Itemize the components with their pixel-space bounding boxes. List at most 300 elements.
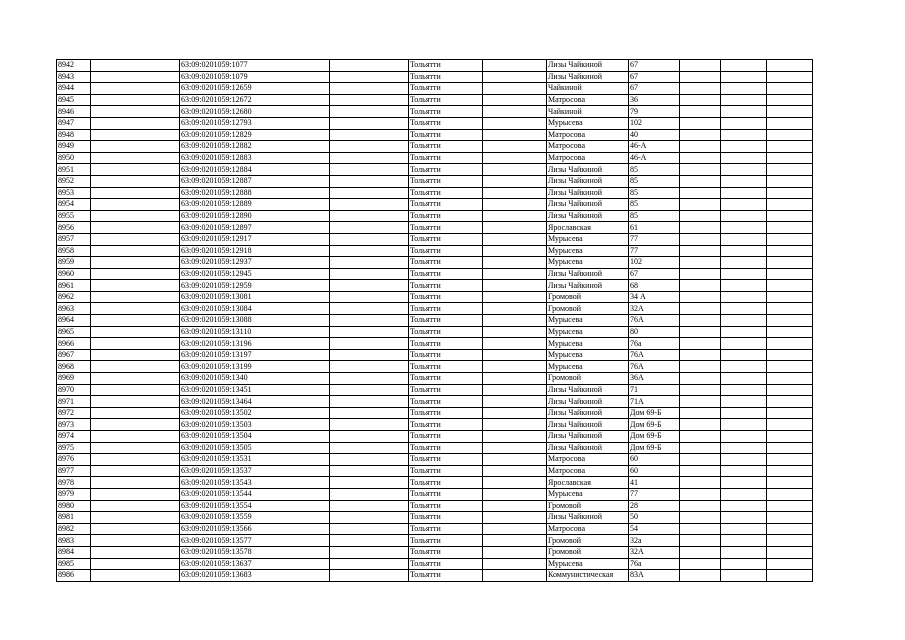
street-cell: Мурысева — [547, 245, 629, 257]
house-cell: 85 — [629, 175, 680, 187]
table-row — [57, 477, 813, 489]
empty-cell — [91, 199, 180, 211]
empty-cell — [483, 570, 547, 582]
empty-cell — [721, 315, 767, 327]
empty-cell — [721, 558, 767, 570]
table-row — [57, 280, 813, 292]
empty-cell — [767, 431, 813, 443]
street-cell: Лизы Чайкиной — [547, 431, 629, 443]
cadastral-number-cell: 63:09:0201059:13637 — [180, 558, 330, 570]
empty-cell — [330, 361, 409, 373]
table-row — [57, 431, 813, 443]
empty-cell — [483, 338, 547, 350]
table-row — [57, 546, 813, 558]
empty-cell — [483, 152, 547, 164]
empty-cell — [483, 523, 547, 535]
empty-cell — [767, 164, 813, 176]
empty-cell — [330, 268, 409, 280]
table-body — [57, 60, 813, 582]
empty-cell — [483, 291, 547, 303]
empty-cell — [721, 199, 767, 211]
empty-cell — [680, 349, 721, 361]
table-row — [57, 384, 813, 396]
city-cell: Тольятти — [409, 558, 483, 570]
empty-cell — [680, 419, 721, 431]
empty-cell — [330, 431, 409, 443]
empty-cell — [680, 465, 721, 477]
row-number-cell: 8949 — [57, 141, 91, 153]
empty-cell — [767, 83, 813, 95]
city-cell: Тольятти — [409, 512, 483, 524]
cadastral-number-cell: 63:09:0201059:13502 — [180, 407, 330, 419]
empty-cell — [330, 83, 409, 95]
house-cell: 36А — [629, 373, 680, 385]
city-cell: Тольятти — [409, 141, 483, 153]
city-cell: Тольятти — [409, 60, 483, 72]
house-cell: 60 — [629, 454, 680, 466]
empty-cell — [767, 442, 813, 454]
cadastral-number-cell: 63:09:0201059:12959 — [180, 280, 330, 292]
table-row — [57, 442, 813, 454]
empty-cell — [767, 523, 813, 535]
empty-cell — [680, 523, 721, 535]
house-cell: 34 А — [629, 291, 680, 303]
empty-cell — [680, 222, 721, 234]
empty-cell — [483, 558, 547, 570]
empty-cell — [483, 384, 547, 396]
empty-cell — [721, 373, 767, 385]
empty-cell — [483, 106, 547, 118]
street-cell: Мурысева — [547, 233, 629, 245]
empty-cell — [767, 546, 813, 558]
empty-cell — [91, 419, 180, 431]
city-cell: Тольятти — [409, 245, 483, 257]
empty-cell — [680, 546, 721, 558]
empty-cell — [721, 222, 767, 234]
empty-cell — [767, 465, 813, 477]
empty-cell — [483, 546, 547, 558]
empty-cell — [330, 326, 409, 338]
table-row — [57, 60, 813, 72]
cadastral-number-cell: 63:09:0201059:12889 — [180, 199, 330, 211]
cadastral-number-cell: 63:09:0201059:12897 — [180, 222, 330, 234]
empty-cell — [767, 199, 813, 211]
empty-cell — [91, 570, 180, 582]
city-cell: Тольятти — [409, 465, 483, 477]
street-cell: Ярославская — [547, 477, 629, 489]
house-cell: Дом 69-Б — [629, 431, 680, 443]
empty-cell — [483, 512, 547, 524]
empty-cell — [721, 60, 767, 72]
empty-cell — [680, 558, 721, 570]
house-cell: 71 — [629, 384, 680, 396]
empty-cell — [767, 361, 813, 373]
cadastral-number-cell: 63:09:0201059:12680 — [180, 106, 330, 118]
empty-cell — [483, 407, 547, 419]
house-cell: 71А — [629, 396, 680, 408]
row-number-cell: 8945 — [57, 94, 91, 106]
empty-cell — [330, 315, 409, 327]
row-number-cell: 8970 — [57, 384, 91, 396]
empty-cell — [91, 454, 180, 466]
cadastral-number-cell: 63:09:0201059:13464 — [180, 396, 330, 408]
empty-cell — [91, 257, 180, 269]
cadastral-number-cell: 63:09:0201059:12917 — [180, 233, 330, 245]
table-row — [57, 129, 813, 141]
city-cell: Тольятти — [409, 361, 483, 373]
empty-cell — [483, 280, 547, 292]
table-row — [57, 558, 813, 570]
house-cell: 80 — [629, 326, 680, 338]
row-number-cell: 8956 — [57, 222, 91, 234]
empty-cell — [767, 349, 813, 361]
empty-cell — [721, 361, 767, 373]
empty-cell — [91, 233, 180, 245]
empty-cell — [721, 465, 767, 477]
empty-cell — [767, 373, 813, 385]
empty-cell — [721, 338, 767, 350]
empty-cell — [91, 442, 180, 454]
row-number-cell: 8958 — [57, 245, 91, 257]
row-number-cell: 8959 — [57, 257, 91, 269]
empty-cell — [767, 233, 813, 245]
empty-cell — [483, 60, 547, 72]
city-cell: Тольятти — [409, 442, 483, 454]
empty-cell — [767, 268, 813, 280]
empty-cell — [330, 233, 409, 245]
table-row — [57, 199, 813, 211]
table-row — [57, 512, 813, 524]
empty-cell — [721, 291, 767, 303]
empty-cell — [680, 117, 721, 129]
empty-cell — [680, 477, 721, 489]
empty-cell — [330, 384, 409, 396]
empty-cell — [680, 280, 721, 292]
empty-cell — [721, 477, 767, 489]
house-cell: Дом 69-Б — [629, 419, 680, 431]
city-cell: Тольятти — [409, 488, 483, 500]
street-cell: Лизы Чайкиной — [547, 384, 629, 396]
city-cell: Тольятти — [409, 199, 483, 211]
street-cell: Матросова — [547, 141, 629, 153]
empty-cell — [721, 83, 767, 95]
cadastral-number-cell: 63:09:0201059:13451 — [180, 384, 330, 396]
empty-cell — [330, 245, 409, 257]
street-cell: Матросова — [547, 523, 629, 535]
empty-cell — [721, 117, 767, 129]
street-cell: Мурысева — [547, 349, 629, 361]
empty-cell — [767, 152, 813, 164]
empty-cell — [721, 454, 767, 466]
row-number-cell: 8979 — [57, 488, 91, 500]
empty-cell — [680, 152, 721, 164]
empty-cell — [721, 233, 767, 245]
empty-cell — [91, 141, 180, 153]
row-number-cell: 8953 — [57, 187, 91, 199]
empty-cell — [91, 164, 180, 176]
empty-cell — [483, 500, 547, 512]
city-cell: Тольятти — [409, 291, 483, 303]
empty-cell — [483, 222, 547, 234]
empty-cell — [483, 315, 547, 327]
house-cell: Дом 69-Б — [629, 442, 680, 454]
row-number-cell: 8967 — [57, 349, 91, 361]
city-cell: Тольятти — [409, 384, 483, 396]
empty-cell — [91, 338, 180, 350]
empty-cell — [680, 442, 721, 454]
city-cell: Тольятти — [409, 373, 483, 385]
street-cell: Матросова — [547, 94, 629, 106]
empty-cell — [721, 280, 767, 292]
empty-cell — [91, 303, 180, 315]
empty-cell — [721, 384, 767, 396]
row-number-cell: 8977 — [57, 465, 91, 477]
empty-cell — [721, 257, 767, 269]
row-number-cell: 8957 — [57, 233, 91, 245]
city-cell: Тольятти — [409, 315, 483, 327]
street-cell: Лизы Чайкиной — [547, 164, 629, 176]
empty-cell — [483, 94, 547, 106]
empty-cell — [330, 129, 409, 141]
empty-cell — [680, 141, 721, 153]
empty-cell — [483, 245, 547, 257]
cadastral-number-cell: 63:09:0201059:1340 — [180, 373, 330, 385]
house-cell: 85 — [629, 199, 680, 211]
row-number-cell: 8950 — [57, 152, 91, 164]
house-cell: 36 — [629, 94, 680, 106]
street-cell: Громовой — [547, 291, 629, 303]
street-cell: Матросова — [547, 129, 629, 141]
empty-cell — [91, 384, 180, 396]
empty-cell — [483, 117, 547, 129]
empty-cell — [91, 558, 180, 570]
table-row — [57, 326, 813, 338]
cadastral-number-cell: 63:09:0201059:12887 — [180, 175, 330, 187]
empty-cell — [483, 268, 547, 280]
empty-cell — [330, 187, 409, 199]
empty-cell — [680, 570, 721, 582]
empty-cell — [767, 141, 813, 153]
empty-cell — [767, 187, 813, 199]
house-cell: 76А — [629, 349, 680, 361]
row-number-cell: 8980 — [57, 500, 91, 512]
house-cell: 32А — [629, 546, 680, 558]
empty-cell — [330, 152, 409, 164]
empty-cell — [721, 303, 767, 315]
empty-cell — [483, 129, 547, 141]
empty-cell — [721, 94, 767, 106]
empty-cell — [721, 245, 767, 257]
table-row — [57, 71, 813, 83]
street-cell: Громовой — [547, 500, 629, 512]
empty-cell — [483, 83, 547, 95]
empty-cell — [767, 570, 813, 582]
empty-cell — [721, 546, 767, 558]
row-number-cell: 8984 — [57, 546, 91, 558]
empty-cell — [91, 361, 180, 373]
cadastral-number-cell: 63:09:0201059:13543 — [180, 477, 330, 489]
row-number-cell: 8969 — [57, 373, 91, 385]
house-cell: 102 — [629, 117, 680, 129]
street-cell: Лизы Чайкиной — [547, 419, 629, 431]
cadastral-number-cell: 63:09:0201059:12883 — [180, 152, 330, 164]
row-number-cell: 8963 — [57, 303, 91, 315]
empty-cell — [330, 303, 409, 315]
empty-cell — [680, 94, 721, 106]
cadastral-number-cell: 63:09:0201059:13559 — [180, 512, 330, 524]
row-number-cell: 8981 — [57, 512, 91, 524]
empty-cell — [680, 326, 721, 338]
empty-cell — [330, 535, 409, 547]
empty-cell — [680, 210, 721, 222]
empty-cell — [91, 117, 180, 129]
house-cell: 68 — [629, 280, 680, 292]
cadastral-number-cell: 63:09:0201059:12659 — [180, 83, 330, 95]
city-cell: Тольятти — [409, 407, 483, 419]
row-number-cell: 8975 — [57, 442, 91, 454]
empty-cell — [680, 175, 721, 187]
empty-cell — [483, 326, 547, 338]
empty-cell — [680, 245, 721, 257]
cadastral-number-cell: 63:09:0201059:13199 — [180, 361, 330, 373]
empty-cell — [767, 477, 813, 489]
table-row — [57, 175, 813, 187]
city-cell: Тольятти — [409, 419, 483, 431]
table-row — [57, 164, 813, 176]
house-cell: Дом 69-Б — [629, 407, 680, 419]
empty-cell — [91, 106, 180, 118]
house-cell: 28 — [629, 500, 680, 512]
city-cell: Тольятти — [409, 500, 483, 512]
city-cell: Тольятти — [409, 117, 483, 129]
street-cell: Лизы Чайкиной — [547, 60, 629, 72]
empty-cell — [767, 338, 813, 350]
table-row — [57, 94, 813, 106]
empty-cell — [91, 60, 180, 72]
cadastral-number-cell: 63:09:0201059:12890 — [180, 210, 330, 222]
empty-cell — [767, 535, 813, 547]
empty-cell — [330, 512, 409, 524]
empty-cell — [721, 512, 767, 524]
city-cell: Тольятти — [409, 535, 483, 547]
empty-cell — [721, 175, 767, 187]
empty-cell — [721, 407, 767, 419]
house-cell: 77 — [629, 233, 680, 245]
empty-cell — [91, 488, 180, 500]
empty-cell — [91, 431, 180, 443]
row-number-cell: 8968 — [57, 361, 91, 373]
cadastral-number-cell: 63:09:0201059:13088 — [180, 315, 330, 327]
table-row — [57, 407, 813, 419]
street-cell: Мурысева — [547, 117, 629, 129]
house-cell: 46-А — [629, 152, 680, 164]
empty-cell — [91, 396, 180, 408]
row-number-cell: 8976 — [57, 454, 91, 466]
empty-cell — [680, 431, 721, 443]
city-cell: Тольятти — [409, 71, 483, 83]
empty-cell — [767, 512, 813, 524]
empty-cell — [91, 210, 180, 222]
empty-cell — [330, 164, 409, 176]
city-cell: Тольятти — [409, 280, 483, 292]
empty-cell — [483, 199, 547, 211]
empty-cell — [721, 326, 767, 338]
empty-cell — [330, 407, 409, 419]
empty-cell — [330, 60, 409, 72]
cadastral-number-cell: 63:09:0201059:13081 — [180, 291, 330, 303]
cadastral-number-cell: 63:09:0201059:12918 — [180, 245, 330, 257]
empty-cell — [91, 465, 180, 477]
empty-cell — [330, 570, 409, 582]
empty-cell — [483, 303, 547, 315]
house-cell: 76а — [629, 338, 680, 350]
table-row — [57, 396, 813, 408]
city-cell: Тольятти — [409, 454, 483, 466]
cadastral-number-cell: 63:09:0201059:13505 — [180, 442, 330, 454]
empty-cell — [91, 523, 180, 535]
empty-cell — [767, 500, 813, 512]
empty-cell — [91, 500, 180, 512]
empty-cell — [680, 361, 721, 373]
row-number-cell: 8960 — [57, 268, 91, 280]
empty-cell — [680, 512, 721, 524]
row-number-cell: 8952 — [57, 175, 91, 187]
empty-cell — [767, 280, 813, 292]
empty-cell — [91, 71, 180, 83]
street-cell: Громовой — [547, 535, 629, 547]
street-cell: Лизы Чайкиной — [547, 280, 629, 292]
empty-cell — [767, 106, 813, 118]
empty-cell — [721, 419, 767, 431]
empty-cell — [767, 117, 813, 129]
city-cell: Тольятти — [409, 83, 483, 95]
empty-cell — [330, 546, 409, 558]
table-row — [57, 303, 813, 315]
cadastral-number-cell: 63:09:0201059:13197 — [180, 349, 330, 361]
empty-cell — [680, 257, 721, 269]
empty-cell — [330, 106, 409, 118]
empty-cell — [330, 442, 409, 454]
cadastral-number-cell: 63:09:0201059:13110 — [180, 326, 330, 338]
empty-cell — [91, 175, 180, 187]
empty-cell — [767, 175, 813, 187]
street-cell: Лизы Чайкиной — [547, 199, 629, 211]
row-number-cell: 8947 — [57, 117, 91, 129]
cadastral-number-cell: 63:09:0201059:12937 — [180, 257, 330, 269]
empty-cell — [767, 558, 813, 570]
cadastral-number-cell: 63:09:0201059:13531 — [180, 454, 330, 466]
empty-cell — [91, 83, 180, 95]
house-cell: 67 — [629, 60, 680, 72]
cadastral-number-cell: 63:09:0201059:13566 — [180, 523, 330, 535]
empty-cell — [330, 477, 409, 489]
city-cell: Тольятти — [409, 106, 483, 118]
empty-cell — [330, 94, 409, 106]
empty-cell — [91, 187, 180, 199]
city-cell: Тольятти — [409, 175, 483, 187]
empty-cell — [483, 175, 547, 187]
row-number-cell: 8982 — [57, 523, 91, 535]
empty-cell — [721, 523, 767, 535]
table-row — [57, 454, 813, 466]
house-cell: 85 — [629, 210, 680, 222]
empty-cell — [91, 245, 180, 257]
house-cell: 46-А — [629, 141, 680, 153]
empty-cell — [721, 210, 767, 222]
street-cell: Матросова — [547, 465, 629, 477]
empty-cell — [680, 291, 721, 303]
street-cell: Мурысева — [547, 558, 629, 570]
